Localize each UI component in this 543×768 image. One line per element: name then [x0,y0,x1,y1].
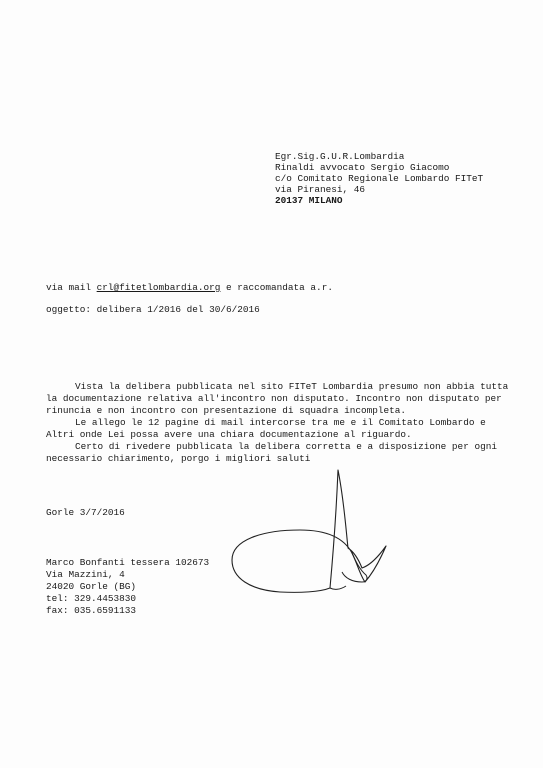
recipient-line-4: via Piranesi, 46 [275,184,366,195]
body-line-7: necessario chiarimento, porgo i migliori saluti [46,453,311,464]
sender-city: 24020 Gorle (BG) [46,581,137,592]
delivery-suffix: e raccomandata a.r. [220,282,333,293]
body-line-6: Certo di rivedere pubblicata la delibera corretta e a disposizione per ogni [75,441,497,452]
body-line-4: Le allego le 12 pagine di mail intercorse tra me e il Comitato Lombardo e [75,417,486,428]
subject-line: oggetto: delibera 1/2016 del 30/6/2016 [46,304,260,315]
sender-fax: fax: 035.6591133 [46,605,137,616]
recipient-line-5: 20137 MILANO [275,195,343,206]
sender-street: Via Mazzini, 4 [46,569,125,580]
body-line-2: la documentazione relativa all'incontro non disputato. Incontro non disputato per [46,393,502,404]
recipient-line-2: Rinaldi avvocato Sergio Giacomo [275,162,450,173]
recipient-line-1: Egr.Sig.G.U.R.Lombardia [275,151,405,162]
recipient-line-3: c/o Comitato Regionale Lombardo FITeT [275,173,484,184]
place-date: Gorle 3/7/2016 [46,507,125,518]
sender-tel: tel: 329.4453830 [46,593,137,604]
sender-name: Marco Bonfanti tessera 102673 [46,557,210,568]
delivery-prefix: via mail [46,282,97,293]
body-line-5: Altri onde Lei possa avere una chiara documentazione al riguardo. [46,429,412,440]
recipient-email-link[interactable]: crl@fitetlombardia.org [96,282,221,293]
body-line-3: rinuncia e non incontro con presentazione di squadra incompleta. [46,405,407,416]
body-line-1: Vista la delibera pubblicata nel sito FITeT Lombardia presumo non abbia tutta [75,381,509,392]
delivery-line [46,283,333,293]
